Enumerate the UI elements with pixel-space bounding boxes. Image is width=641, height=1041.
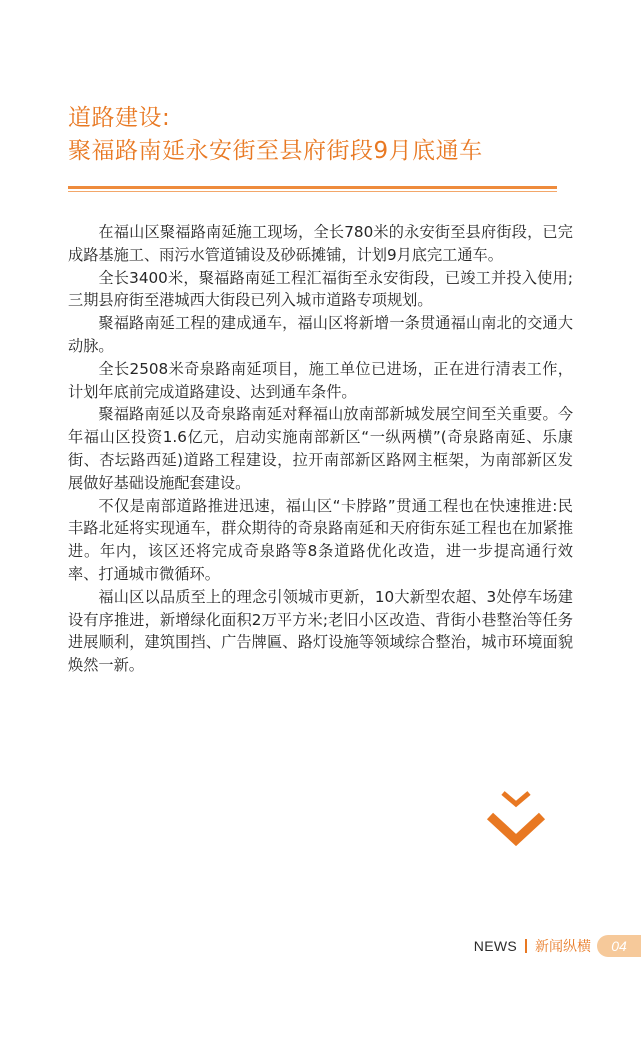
page-footer [474, 935, 641, 957]
article-body [68, 221, 573, 677]
footer-separator [525, 939, 527, 953]
double-chevron-down-icon [486, 788, 546, 850]
headline-divider-thin [68, 191, 557, 192]
article-paragraph: 聚福路南延工程的建成通车，福山区将新增一条贯通福山南北的交通大动脉。 [68, 314, 573, 355]
article-paragraph: 不仅是南部道路推进迅速，福山区“卡脖路”贯通工程也在快速推进:民丰路北延将实现通车，群众期待的奇泉路南延和天府街东延工程也在加紧推进。年内，该区还将完成奇泉路等8条道路优化改造，进一步提高通行效率、打通城市微循环。 [68, 496, 573, 583]
article-paragraph: 聚福路南延以及奇泉路南延对释福山放南部新城发展空间至关重要。今年福山区投资1.6亿元，启动实施南部新区“一纵两横”(奇泉路南延、乐康街、杏坛路西延)道路工程建设，拉开南部新区路网主框架，为南部新区发展做好基础设施配套建设。 [68, 405, 573, 492]
article-headline [68, 102, 568, 168]
footer-section-name: 新闻纵横 [535, 938, 591, 954]
article-paragraph: 全长3400米，聚福路南延工程汇福街至永安街段，已竣工并投入使用;三期县府街至港城西大街段已列入城市道路专项规划。 [68, 268, 573, 310]
page-number: 04 [597, 935, 641, 957]
headline-category: 道路建设: [68, 105, 171, 131]
article-paragraph: 在福山区聚福路南延施工现场，全长780米的永安街至县府街段，已完成路基施工、雨污水管道铺设及砂砾摊铺，计划9月底完工通车。 [68, 223, 573, 264]
article-paragraph: 福山区以品质至上的理念引领城市更新，10大新型农超、3处停车场建设有序推进，新增绿化面积2万平方米;老旧小区改造、背街小巷整治等任务进展顺利，建筑围挡、广告牌匾、路灯设施等领域综合整治，城市环境面貌焕然一新。 [68, 587, 573, 675]
article-paragraph: 全长2508米奇泉路南延项目，施工单位已进场，正在进行清表工作，计划年底前完成道路建设、达到通车条件。 [68, 359, 573, 401]
headline-divider-thick [68, 186, 557, 189]
headline-title: 聚福路南延永安街至县府街段9月底通车 [68, 138, 483, 164]
footer-brand: NEWS [473, 938, 517, 954]
